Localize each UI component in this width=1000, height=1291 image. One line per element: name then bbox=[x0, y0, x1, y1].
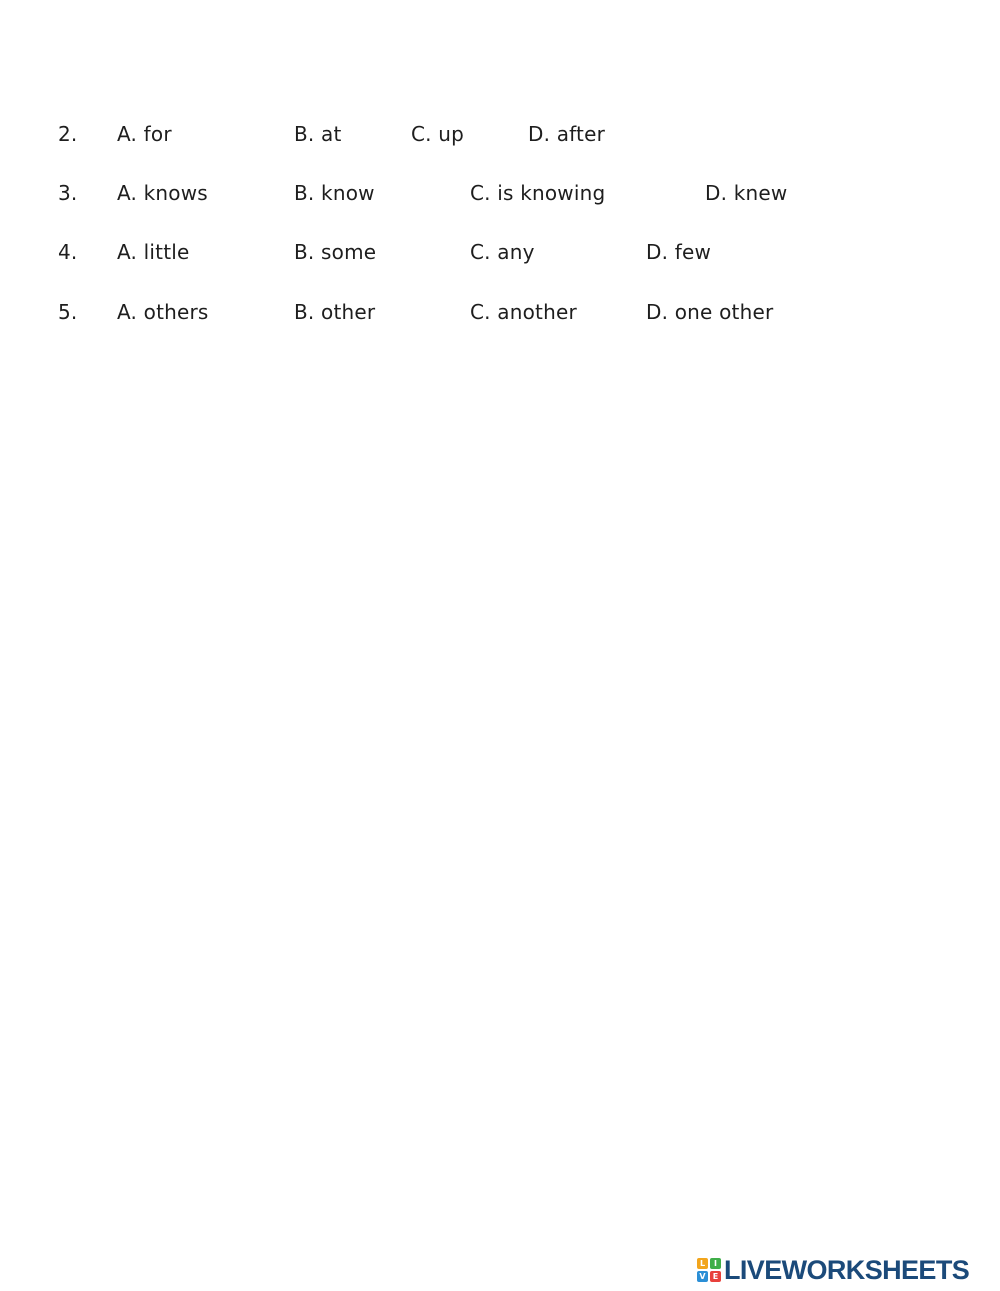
option-d: D. after bbox=[528, 122, 606, 146]
option-b: B. at bbox=[294, 122, 342, 146]
option-a: A. for bbox=[117, 122, 172, 146]
option-d: D. one other bbox=[646, 300, 774, 324]
option-b: B. other bbox=[294, 300, 376, 324]
option-a: A. others bbox=[117, 300, 209, 324]
option-c: C. any bbox=[470, 240, 535, 264]
question-number: 3. bbox=[58, 181, 78, 205]
option-a: A. knows bbox=[117, 181, 208, 205]
logo-block: I bbox=[710, 1258, 721, 1269]
option-c: C. up bbox=[411, 122, 465, 146]
option-d: D. few bbox=[646, 240, 712, 264]
question-number: 2. bbox=[58, 122, 78, 146]
question-number: 4. bbox=[58, 240, 78, 264]
question-number: 5. bbox=[58, 300, 78, 324]
option-d: D. knew bbox=[705, 181, 788, 205]
option-b: B. some bbox=[294, 240, 377, 264]
question-row bbox=[0, 178, 1000, 208]
question-row bbox=[0, 297, 1000, 327]
logo-wordmark: LIVEWORKSHEETS bbox=[724, 1255, 970, 1285]
liveworksheets-logo bbox=[697, 1256, 993, 1284]
logo-block: V bbox=[697, 1271, 708, 1282]
question-row bbox=[0, 119, 1000, 149]
option-a: A. little bbox=[117, 240, 190, 264]
question-row bbox=[0, 237, 1000, 267]
liveworksheets-blocks-icon bbox=[697, 1258, 721, 1282]
option-c: C. another bbox=[470, 300, 577, 324]
option-b: B. know bbox=[294, 181, 375, 205]
option-c: C. is knowing bbox=[470, 181, 606, 205]
logo-block: E bbox=[710, 1271, 721, 1282]
logo-block: L bbox=[697, 1258, 708, 1269]
